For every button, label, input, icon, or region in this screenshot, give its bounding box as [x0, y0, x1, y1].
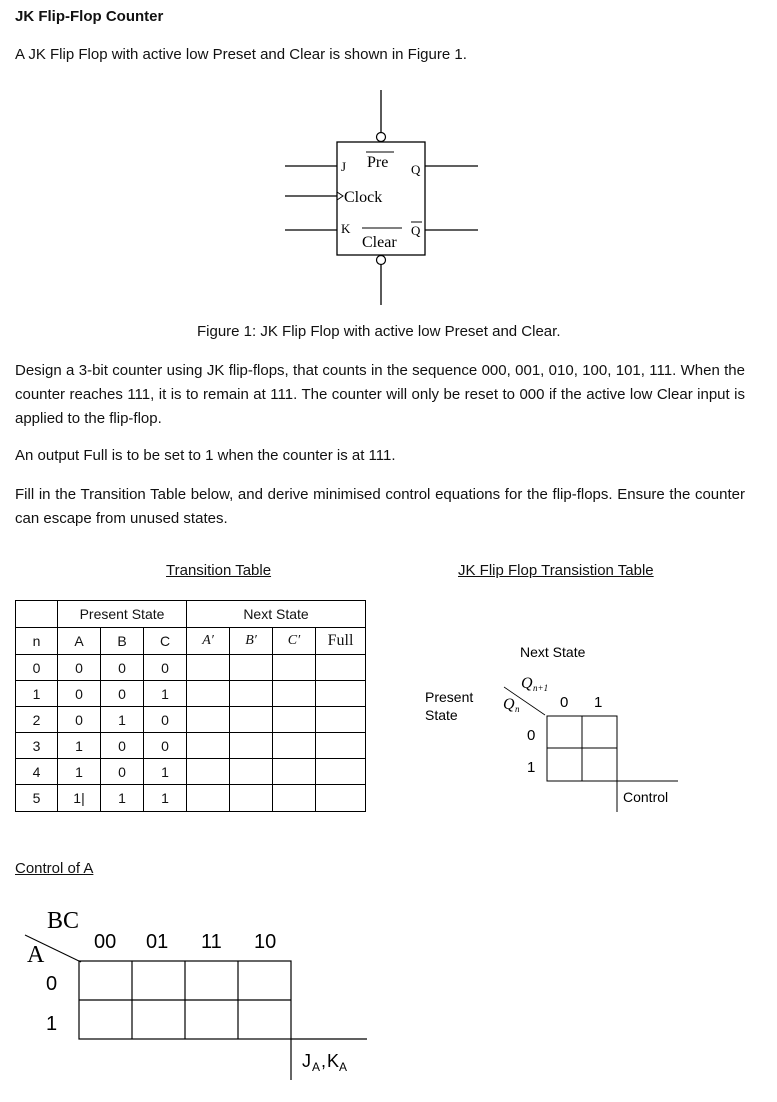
- empty-cell[interactable]: [187, 785, 230, 812]
- table-cell: 4: [16, 759, 58, 785]
- empty-cell[interactable]: [273, 681, 316, 707]
- empty-cell[interactable]: [187, 707, 230, 733]
- table-cell: 0: [101, 681, 144, 707]
- empty-cell[interactable]: [230, 655, 273, 681]
- table-cell: 1: [101, 707, 144, 733]
- kmap-output-sep: ,: [321, 1051, 327, 1071]
- kmap-output-k: K: [327, 1051, 340, 1071]
- k-label: K: [341, 221, 351, 236]
- control-a-kmap: [15, 900, 375, 1085]
- jk-next-state-label: Next State: [520, 644, 586, 660]
- table-cell: 2: [16, 707, 58, 733]
- table-cell: 1: [101, 785, 144, 812]
- col-header: C′: [273, 628, 316, 655]
- table-cell: 1|: [58, 785, 101, 812]
- empty-cell[interactable]: [316, 681, 366, 707]
- table-cell: 1: [144, 681, 187, 707]
- intro-text: A JK Flip Flop with active low Preset and Clear is shown in Figure 1.: [15, 46, 467, 63]
- pre-label: Pre: [367, 154, 389, 171]
- qn-label: Q: [503, 696, 515, 713]
- kmap-output-k-sub: A: [339, 1060, 348, 1074]
- col-header: n: [16, 628, 58, 655]
- kmap-row-header: 0: [46, 973, 58, 995]
- kmap-bc-label: BC: [47, 908, 80, 934]
- table-cell: 3: [16, 733, 58, 759]
- table-cell: 1: [58, 759, 101, 785]
- col-header: B: [101, 628, 144, 655]
- figure-caption: Figure 1: JK Flip Flop with active low Preset and Clear.: [197, 323, 561, 340]
- jk-row-1: 1: [527, 759, 536, 776]
- empty-cell[interactable]: [230, 707, 273, 733]
- empty-cell[interactable]: [273, 733, 316, 759]
- empty-cell[interactable]: [230, 759, 273, 785]
- col-header: Full: [316, 628, 366, 655]
- empty-cell[interactable]: [273, 759, 316, 785]
- transition-table-heading: Transition Table: [166, 562, 272, 579]
- table-cell: 0: [16, 655, 58, 681]
- kmap-col-header: 01: [146, 931, 169, 953]
- jk-table-heading: JK Flip Flop Transistion Table: [458, 562, 654, 579]
- present-state-header: Present State: [58, 601, 187, 628]
- table-cell: 0: [101, 759, 144, 785]
- table-cell: 0: [144, 707, 187, 733]
- empty-cell[interactable]: [316, 655, 366, 681]
- next-state-header: Next State: [187, 601, 366, 628]
- instruction-paragraph: Fill in the Transition Table below, and derive minimised control equations for the flip-flops. Ensure the counter can escape from unused states.: [15, 486, 745, 527]
- col-header: B′: [230, 628, 273, 655]
- table-cell: 1: [144, 759, 187, 785]
- empty-cell[interactable]: [230, 681, 273, 707]
- clock-label: Clock: [344, 189, 383, 206]
- design-paragraph: Design a 3-bit counter using JK flip-flops, that counts in the sequence 000, 001, 010, 100, 101, 111. When the counter reaches 111, it is to remain at 111. The counter will only be reset to 000 if the active low Clear input is applied to the flip-flop.: [15, 362, 745, 427]
- kmap-col-header: 00: [94, 931, 117, 953]
- table-cell: 0: [58, 681, 101, 707]
- empty-cell[interactable]: [187, 733, 230, 759]
- table-cell: 0: [144, 655, 187, 681]
- empty-cell[interactable]: [273, 655, 316, 681]
- table-cell: 1: [144, 785, 187, 812]
- table-cell: 0: [101, 733, 144, 759]
- empty-cell[interactable]: [316, 733, 366, 759]
- jk-col-1: 1: [594, 694, 603, 711]
- kmap-output-j-sub: A: [312, 1060, 321, 1074]
- table-cell: 0: [101, 655, 144, 681]
- kmap-row-header: 1: [46, 1013, 58, 1035]
- jk-col-0: 0: [560, 694, 569, 711]
- empty-cell[interactable]: [316, 785, 366, 812]
- jk-control-label: Control: [623, 789, 669, 805]
- table-cell: 0: [58, 655, 101, 681]
- table-cell: 0: [144, 733, 187, 759]
- table-cell: 5: [16, 785, 58, 812]
- empty-cell[interactable]: [273, 785, 316, 812]
- empty-cell[interactable]: [187, 655, 230, 681]
- table-cell: 0: [58, 707, 101, 733]
- empty-cell[interactable]: [187, 759, 230, 785]
- control-a-heading: Control of A: [15, 860, 94, 877]
- transition-table: [15, 600, 366, 812]
- qbar-label: Q: [411, 223, 421, 238]
- j-label: J: [341, 159, 347, 174]
- empty-cell[interactable]: [230, 733, 273, 759]
- qn1-label: Q: [521, 675, 533, 692]
- output-paragraph: An output Full is to be set to 1 when the counter is at 111.: [15, 447, 396, 464]
- q-label: Q: [411, 162, 421, 177]
- jk-present-label-2: State: [425, 707, 458, 723]
- kmap-col-header: 10: [254, 931, 277, 953]
- jk-flipflop-figure: [270, 85, 510, 310]
- empty-cell[interactable]: [273, 707, 316, 733]
- empty-cell[interactable]: [230, 785, 273, 812]
- kmap-output-j: J: [302, 1051, 311, 1071]
- col-header: A: [58, 628, 101, 655]
- page-title: JK Flip-Flop Counter: [15, 8, 164, 25]
- jk-row-0: 0: [527, 727, 536, 744]
- kmap-col-header: 11: [201, 931, 222, 953]
- empty-cell[interactable]: [316, 759, 366, 785]
- col-header: A′: [187, 628, 230, 655]
- qn-sub: n: [515, 704, 520, 714]
- qn1-sub: n+1: [533, 683, 549, 693]
- table-cell: 1: [16, 681, 58, 707]
- col-header: C: [144, 628, 187, 655]
- table-cell: 1: [58, 733, 101, 759]
- clear-label: Clear: [362, 234, 397, 251]
- empty-cell[interactable]: [316, 707, 366, 733]
- jk-present-label-1: Present: [425, 689, 474, 705]
- table-corner: [16, 601, 58, 628]
- kmap-a-label: A: [27, 942, 45, 968]
- jk-transition-map: [420, 635, 700, 815]
- empty-cell[interactable]: [187, 681, 230, 707]
